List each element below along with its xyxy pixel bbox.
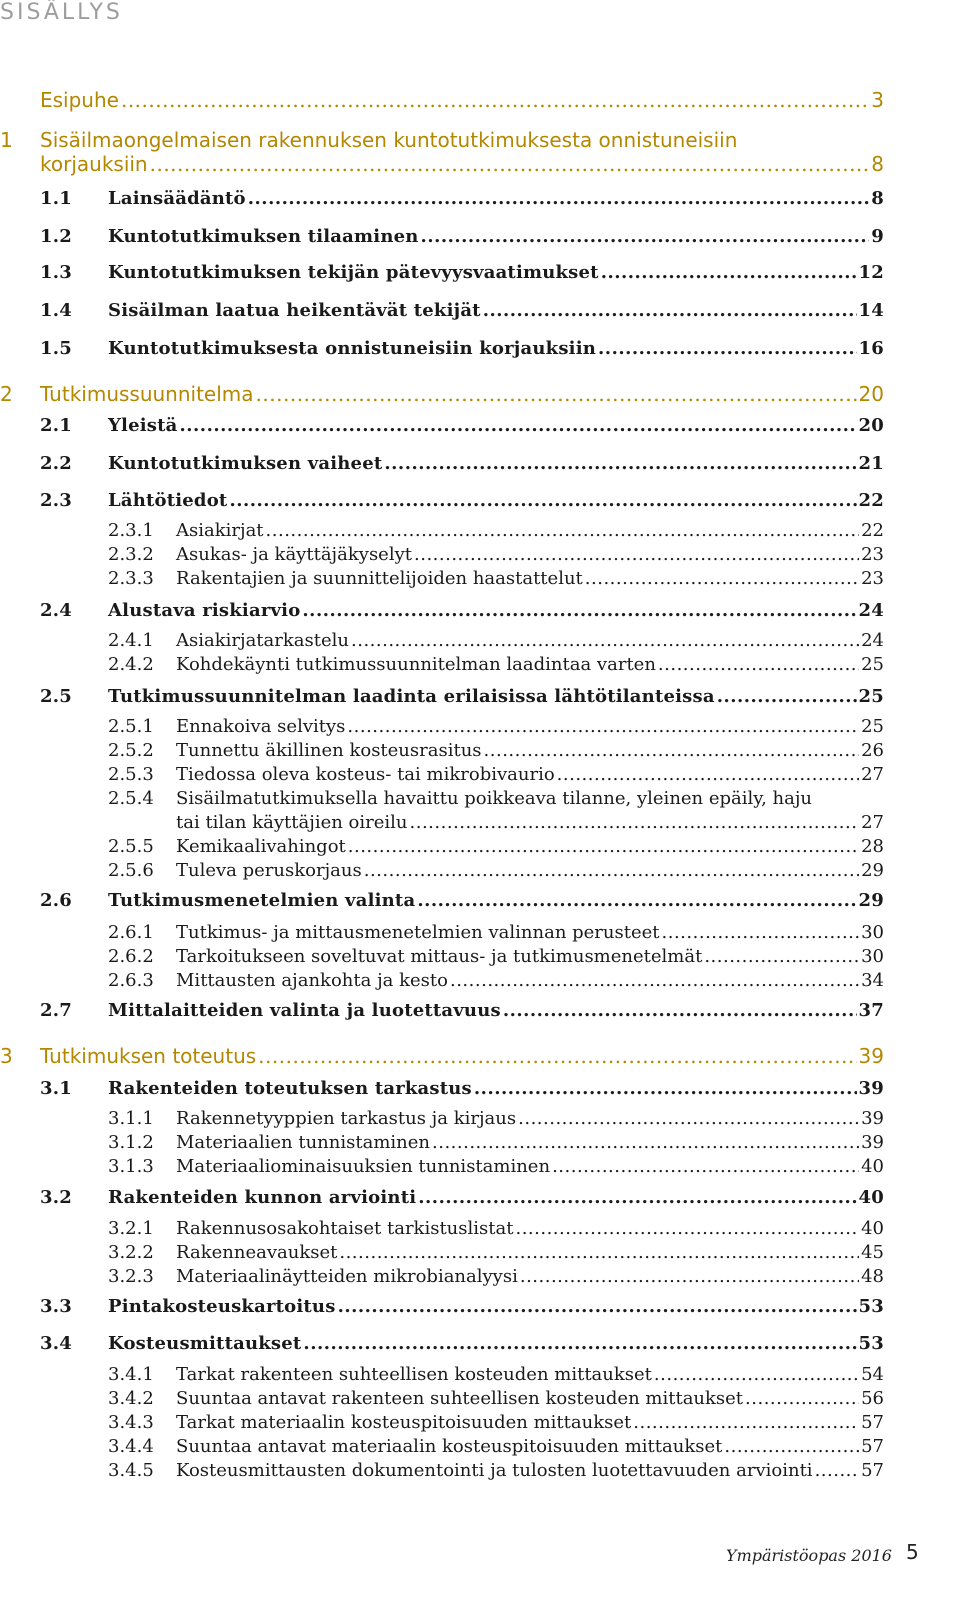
toc-entry-number: 3.1.2 xyxy=(108,1132,154,1153)
toc-entry[interactable] xyxy=(108,630,884,651)
toc-entry-page-number: 45 xyxy=(861,1242,884,1263)
toc-entry-page-number: 24 xyxy=(861,630,884,651)
toc-entry-title: Asukas- ja käyttäjäkyselyt xyxy=(176,544,412,565)
dot-leader xyxy=(717,686,857,707)
toc-entry-number: 3.4.2 xyxy=(108,1388,154,1409)
toc-entry-title: Esipuhe xyxy=(40,88,119,112)
toc-entry-number: 2.4 xyxy=(40,600,72,621)
toc-entry-title: Tutkimus- ja mittausmenetelmien valinnan perusteet xyxy=(176,922,660,943)
toc-entry[interactable] xyxy=(108,970,884,991)
toc-entry-title: Kuntotutkimuksen tilaaminen xyxy=(108,226,419,247)
toc-entry-title: Materiaalinäytteiden mikrobianalyysi xyxy=(176,1266,518,1287)
toc-entry-number: 1.4 xyxy=(40,300,72,321)
toc-entry-number: 1.1 xyxy=(40,188,72,209)
toc-entry-title: Lainsäädäntö xyxy=(108,188,246,209)
toc-entry-title: Rakentajien ja suunnittelijoiden haastattelut xyxy=(176,568,583,589)
toc-entry-number: 1.5 xyxy=(40,338,72,359)
dot-leader xyxy=(662,922,860,943)
toc-entry-page-number: 25 xyxy=(858,686,884,707)
dot-leader xyxy=(450,970,859,991)
toc-entry-page-number: 53 xyxy=(858,1296,884,1317)
toc-entry-number: 3.4.5 xyxy=(108,1460,154,1481)
dot-leader xyxy=(520,1266,859,1287)
dot-leader xyxy=(258,1044,856,1068)
toc-entry[interactable] xyxy=(108,1108,884,1129)
toc-entry[interactable] xyxy=(40,188,884,209)
toc-entry-number: 2.1 xyxy=(40,415,72,436)
toc-entry-title: Yleistä xyxy=(108,415,178,436)
toc-entry-title: Kemikaalivahingot xyxy=(176,836,346,857)
toc-entry-title-line1: Sisäilmatutkimuksella havaittu poikkeava tilanne, yleinen epäily, haju xyxy=(176,788,813,809)
toc-entry-number: 3.1.3 xyxy=(108,1156,154,1177)
toc-entry-title: Kosteusmittausten dokumentointi ja tulosten luotettavuuden arviointi xyxy=(176,1460,813,1481)
toc-entry-page-number: 27 xyxy=(861,812,884,833)
toc-entry-first-line xyxy=(176,788,812,809)
dot-leader xyxy=(303,1333,856,1354)
toc-entry-number: 2.6.3 xyxy=(108,970,154,991)
toc-entry-title: tai tilan käyttäjien oireilu xyxy=(176,812,408,833)
toc-entry-title: Rakennetyyppien tarkastus ja kirjaus xyxy=(176,1108,517,1129)
toc-entry-page-number: 20 xyxy=(858,382,884,406)
dot-leader xyxy=(351,630,859,651)
toc-entry-title: Asiakirjatarkastelu xyxy=(176,630,349,651)
toc-entry-page-number: 39 xyxy=(858,1078,884,1099)
dot-leader xyxy=(256,382,857,406)
toc-entry[interactable] xyxy=(40,490,884,511)
dot-leader xyxy=(432,1132,859,1153)
toc-entry[interactable] xyxy=(108,1364,884,1385)
toc-entry-number: 1 xyxy=(0,128,13,152)
toc-entry[interactable] xyxy=(40,415,884,436)
toc-entry[interactable] xyxy=(108,812,884,833)
toc-entry[interactable] xyxy=(108,740,884,761)
toc-entry-number: 3.2.3 xyxy=(108,1266,154,1287)
toc-entry[interactable] xyxy=(108,946,884,967)
toc-entry-title: Asiakirjat xyxy=(176,520,264,541)
toc-entry[interactable] xyxy=(40,338,884,359)
toc-entry[interactable] xyxy=(108,1218,884,1239)
dot-leader xyxy=(421,226,870,247)
dot-leader xyxy=(180,415,857,436)
toc-entry-page-number: 3 xyxy=(871,88,884,112)
dot-leader xyxy=(585,568,859,589)
toc-entry-number: 3.3 xyxy=(40,1296,72,1317)
dot-leader xyxy=(815,1460,860,1481)
toc-entry-number: 3.4.4 xyxy=(108,1436,154,1457)
toc-entry[interactable] xyxy=(108,922,884,943)
toc-entry-title: Mittausten ajankohta ja kesto xyxy=(176,970,448,991)
dot-leader xyxy=(658,654,859,675)
toc-entry-number: 2.3 xyxy=(40,490,72,511)
toc-entry[interactable] xyxy=(108,1156,884,1177)
toc-entry-title: Tarkoitukseen soveltuvat mittaus- ja tutkimusmenetelmät xyxy=(176,946,703,967)
dot-leader xyxy=(302,600,856,621)
toc-entry[interactable] xyxy=(40,1187,884,1208)
toc-entry-page-number: 8 xyxy=(871,188,884,209)
toc-entry-number: 3 xyxy=(0,1044,13,1068)
toc-entry[interactable] xyxy=(108,1388,884,1409)
toc-entry[interactable] xyxy=(108,836,884,857)
toc-entry-number: 2.2 xyxy=(40,453,72,474)
toc-entry-title-line1: Sisäilmaongelmaisen rakennuksen kuntotutkimuksesta onnistuneisiin xyxy=(40,128,738,152)
toc-entry-page-number: 57 xyxy=(861,1412,884,1433)
dot-leader xyxy=(417,890,856,911)
dot-leader xyxy=(121,88,869,112)
dot-leader xyxy=(557,764,859,785)
toc-entry-number: 2 xyxy=(0,382,13,406)
dot-leader xyxy=(633,1412,859,1433)
toc-entry[interactable] xyxy=(108,544,884,565)
dot-leader xyxy=(364,860,859,881)
toc-entry-page-number: 56 xyxy=(861,1388,884,1409)
toc-entry-title: Materiaalien tunnistaminen xyxy=(176,1132,430,1153)
toc-entry[interactable] xyxy=(108,654,884,675)
toc-entry-page-number: 16 xyxy=(858,338,884,359)
toc-entry-page-number: 20 xyxy=(858,415,884,436)
toc-entry-page-number: 25 xyxy=(861,716,884,737)
toc-entry-page-number: 40 xyxy=(858,1187,884,1208)
toc-entry-number: 2.5.4 xyxy=(108,788,154,809)
toc-entry-page-number: 54 xyxy=(861,1364,884,1385)
toc-entry-page-number: 39 xyxy=(861,1108,884,1129)
toc-entry-page-number: 40 xyxy=(861,1218,884,1239)
toc-entry[interactable] xyxy=(108,1460,884,1481)
toc-entry[interactable] xyxy=(108,1412,884,1433)
dot-leader xyxy=(474,1078,857,1099)
toc-entry-number: 2.7 xyxy=(40,1000,72,1021)
toc-entry-title: Lähtötiedot xyxy=(108,490,228,511)
toc-entry-number: 2.6.1 xyxy=(108,922,154,943)
toc-entry[interactable] xyxy=(108,568,884,589)
toc-entry-title: Tarkat rakenteen suhteellisen kosteuden mittaukset xyxy=(176,1364,652,1385)
toc-entry-title: Ennakoiva selvitys xyxy=(176,716,346,737)
dot-leader xyxy=(503,1000,857,1021)
toc-entry-title: Kuntotutkimuksen tekijän pätevyysvaatimukset xyxy=(108,262,599,283)
toc-entry-page-number: 22 xyxy=(861,520,884,541)
toc-entry-page-number: 26 xyxy=(861,740,884,761)
dot-leader xyxy=(598,338,857,359)
dot-leader xyxy=(384,453,856,474)
toc-entry-title: Alustava riskiarvio xyxy=(108,600,301,621)
dot-leader xyxy=(418,1187,856,1208)
toc-entry-title: Tutkimussuunnitelman laadinta erilaisissa lähtötilanteissa xyxy=(108,686,715,707)
toc-entry-number: 2.3.2 xyxy=(108,544,154,565)
toc-entry-page-number: 30 xyxy=(861,922,884,943)
toc-entry-title: Tarkat materiaalin kosteuspitoisuuden mittaukset xyxy=(176,1412,632,1433)
dot-leader xyxy=(601,262,857,283)
toc-entry-title: Pintakosteuskartoitus xyxy=(108,1296,336,1317)
toc-entry-page-number: 25 xyxy=(861,654,884,675)
toc-entry[interactable] xyxy=(108,1242,884,1263)
toc-entry-title: korjauksiin xyxy=(40,152,148,176)
toc-entry-page-number: 34 xyxy=(861,970,884,991)
toc-entry-title: Suuntaa antavat rakenteen suhteellisen kosteuden mittaukset xyxy=(176,1388,744,1409)
toc-entry-page-number: 29 xyxy=(858,890,884,911)
toc-entry[interactable] xyxy=(40,1078,884,1099)
toc-entry-page-number: 22 xyxy=(858,490,884,511)
toc-entry-number: 3.4 xyxy=(40,1333,72,1354)
dot-leader xyxy=(150,152,870,176)
toc-entry[interactable] xyxy=(40,453,884,474)
toc-entry-page-number: 23 xyxy=(861,568,884,589)
toc-entry-number: 2.5.2 xyxy=(108,740,154,761)
toc-entry[interactable] xyxy=(40,600,884,621)
toc-entry[interactable] xyxy=(40,1000,884,1021)
toc-entry-first-line xyxy=(0,128,737,152)
toc-entry-number: 1.3 xyxy=(40,262,72,283)
toc-entry[interactable] xyxy=(40,226,884,247)
toc-entry-title: Kohdekäynti tutkimussuunnitelman laadintaa varten xyxy=(176,654,656,675)
dot-leader xyxy=(552,1156,859,1177)
toc-entry-title: Sisäilman laatua heikentävät tekijät xyxy=(108,300,481,321)
toc-entry-page-number: 40 xyxy=(861,1156,884,1177)
toc-entry[interactable] xyxy=(108,1436,884,1457)
toc-entry-page-number: 14 xyxy=(858,300,884,321)
toc-entry-page-number: 57 xyxy=(861,1460,884,1481)
toc-entry[interactable] xyxy=(0,88,884,112)
dot-leader xyxy=(654,1364,859,1385)
toc-entry-page-number: 9 xyxy=(871,226,884,247)
dot-leader xyxy=(348,836,859,857)
toc-entry-number: 2.4.1 xyxy=(108,630,154,651)
toc-entry-page-number: 37 xyxy=(858,1000,884,1021)
toc-entry-number: 3.4.3 xyxy=(108,1412,154,1433)
toc-entry[interactable] xyxy=(40,262,884,283)
toc-entry-title: Kuntotutkimuksesta onnistuneisiin korjauksiin xyxy=(108,338,597,359)
toc-entry-title: Rakenneavaukset xyxy=(176,1242,338,1263)
toc-entry-page-number: 23 xyxy=(861,544,884,565)
toc-entry-title: Rakenteiden kunnon arviointi xyxy=(108,1187,417,1208)
toc-entry-number: 2.3.3 xyxy=(108,568,154,589)
toc-entry-number: 2.5 xyxy=(40,686,72,707)
toc-entry-number: 2.5.3 xyxy=(108,764,154,785)
dot-leader xyxy=(518,1108,859,1129)
toc-entry-title: Tiedossa oleva kosteus- tai mikrobivaurio xyxy=(176,764,555,785)
toc-entry-title: Kosteusmittaukset xyxy=(108,1333,302,1354)
toc-entry-page-number: 28 xyxy=(861,836,884,857)
toc-entry[interactable] xyxy=(40,890,884,911)
toc-entry-number: 1.2 xyxy=(40,226,72,247)
toc-entry-number: 3.2 xyxy=(40,1187,72,1208)
toc-entry[interactable] xyxy=(40,1296,884,1317)
toc-entry-title: Tuleva peruskorjaus xyxy=(176,860,362,881)
toc-entry-page-number: 21 xyxy=(858,453,884,474)
toc-entry[interactable] xyxy=(0,152,884,176)
dot-leader xyxy=(338,1296,857,1317)
toc-entry-title: Rakenteiden toteutuksen tarkastus xyxy=(108,1078,472,1099)
dot-leader xyxy=(229,490,856,511)
toc-entry-title: Tutkimuksen toteutus xyxy=(40,1044,257,1068)
dot-leader xyxy=(515,1218,859,1239)
toc-entry[interactable] xyxy=(108,1266,884,1287)
toc-entry-page-number: 8 xyxy=(871,152,884,176)
toc-entry-title: Tunnettu äkillinen kosteusrasitus xyxy=(176,740,482,761)
toc-entry-number: 2.3.1 xyxy=(108,520,154,541)
toc-entry[interactable] xyxy=(40,686,884,707)
toc-entry-page-number: 30 xyxy=(861,946,884,967)
footer-page-number: 5 xyxy=(906,1540,919,1564)
toc-entry-number: 3.2.1 xyxy=(108,1218,154,1239)
toc-entry[interactable] xyxy=(108,764,884,785)
toc-entry-title: Mittalaitteiden valinta ja luotettavuus xyxy=(108,1000,501,1021)
toc-entry[interactable] xyxy=(40,1333,884,1354)
toc-entry-number: 2.6 xyxy=(40,890,72,911)
toc-entry-number: 3.1 xyxy=(40,1078,72,1099)
toc-entry-number: 3.2.2 xyxy=(108,1242,154,1263)
dot-leader xyxy=(704,946,859,967)
toc-entry-page-number: 57 xyxy=(861,1436,884,1457)
dot-leader xyxy=(724,1436,859,1457)
toc-entry-page-number: 24 xyxy=(858,600,884,621)
dot-leader xyxy=(248,188,870,209)
toc-entry-number: 2.4.2 xyxy=(108,654,154,675)
toc-entry-number: 2.6.2 xyxy=(108,946,154,967)
toc-entry[interactable] xyxy=(0,382,884,406)
toc-entry-number: 2.5.6 xyxy=(108,860,154,881)
toc-entry-title: Rakennusosakohtaiset tarkistuslistat xyxy=(176,1218,514,1239)
toc-entry[interactable] xyxy=(108,1132,884,1153)
toc-entry[interactable] xyxy=(0,1044,884,1068)
dot-leader xyxy=(484,740,860,761)
toc-entry[interactable] xyxy=(108,716,884,737)
dot-leader xyxy=(266,520,860,541)
dot-leader xyxy=(347,716,859,737)
toc-entry-title: Kuntotutkimuksen vaiheet xyxy=(108,453,383,474)
page-header: SISÄLLYS xyxy=(0,0,123,25)
toc-entry[interactable] xyxy=(108,520,884,541)
toc-entry-page-number: 53 xyxy=(858,1333,884,1354)
toc-entry[interactable] xyxy=(108,860,884,881)
toc-entry-number: 2.5.5 xyxy=(108,836,154,857)
toc-entry-page-number: 27 xyxy=(861,764,884,785)
toc-entry-page-number: 29 xyxy=(861,860,884,881)
toc-entry-title: Tutkimusmenetelmien valinta xyxy=(108,890,416,911)
toc-entry-number: 3.4.1 xyxy=(108,1364,154,1385)
toc-entry-number: 3.1.1 xyxy=(108,1108,154,1129)
toc-entry-page-number: 39 xyxy=(858,1044,884,1068)
toc-entry-number: 2.5.1 xyxy=(108,716,154,737)
footer-publication: Ympäristöopas 2016 xyxy=(726,1546,892,1565)
dot-leader xyxy=(414,544,859,565)
toc-entry-title: Tutkimussuunnitelma xyxy=(40,382,254,406)
toc-entry-title: Materiaaliominaisuuksien tunnistaminen xyxy=(176,1156,551,1177)
toc-entry-title: Suuntaa antavat materiaalin kosteuspitoisuuden mittaukset xyxy=(176,1436,723,1457)
dot-leader xyxy=(483,300,857,321)
toc-entry[interactable] xyxy=(40,300,884,321)
dot-leader xyxy=(745,1388,859,1409)
dot-leader xyxy=(410,812,860,833)
dot-leader xyxy=(339,1242,859,1263)
toc-entry-page-number: 48 xyxy=(861,1266,884,1287)
toc-entry-page-number: 39 xyxy=(861,1132,884,1153)
toc-entry-page-number: 12 xyxy=(858,262,884,283)
